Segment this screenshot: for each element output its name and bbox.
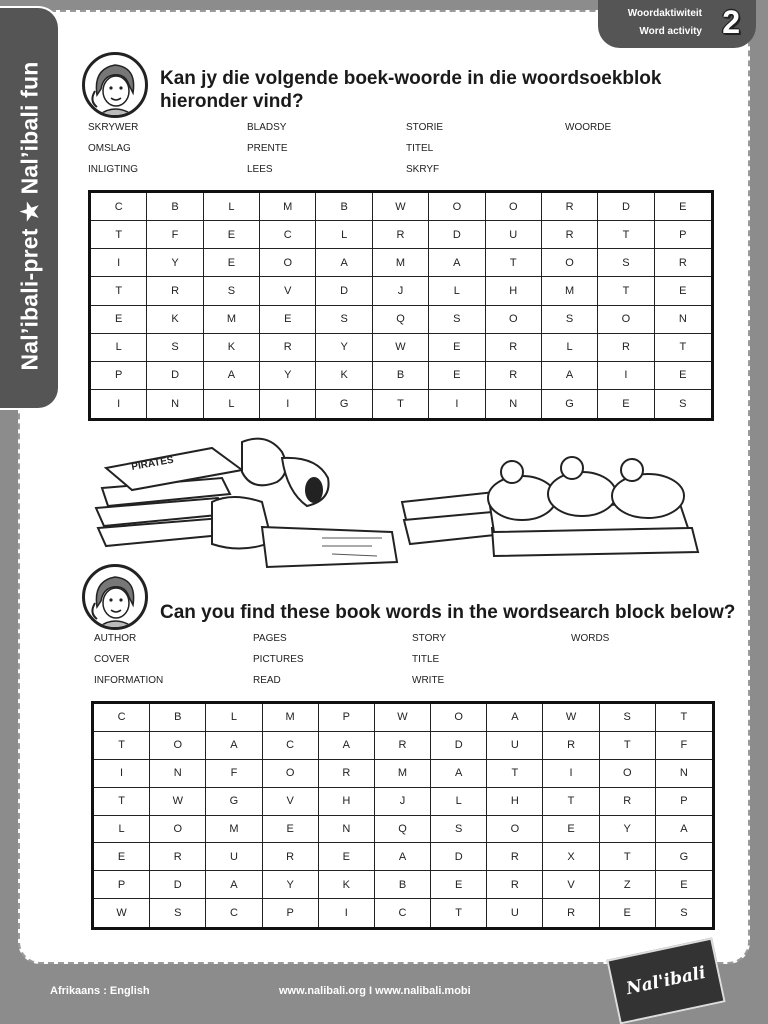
word-list-item — [565, 138, 724, 159]
wordsearch-cell: N — [147, 390, 203, 418]
wordsearch-cell: E — [655, 277, 711, 305]
wordsearch-cell: S — [542, 306, 598, 334]
wordsearch-cell: T — [598, 277, 654, 305]
wordsearch-cell: I — [91, 390, 147, 418]
word-list-item: SKRYWER — [88, 122, 139, 133]
wordsearch-cell: N — [150, 760, 206, 788]
wordsearch-cell: B — [316, 193, 372, 221]
wordsearch-cell: J — [375, 788, 431, 816]
wordsearch-cell: I — [91, 249, 147, 277]
wordsearch-cell: E — [429, 334, 485, 362]
wordsearch-cell: R — [375, 732, 431, 760]
wordsearch-cell: O — [150, 732, 206, 760]
wordsearch-cell: O — [263, 760, 319, 788]
wordsearch-cell: C — [94, 704, 150, 732]
wordsearch-cell: B — [375, 871, 431, 899]
wordsearch-cell: P — [655, 221, 711, 249]
wordsearch-cell: O — [260, 249, 316, 277]
wordsearch-cell: A — [204, 362, 260, 390]
word-list-item: PAGES — [253, 633, 287, 644]
wordsearch-cell: Y — [260, 362, 316, 390]
english-question: Can you find these book words in the wordsearch block below? — [160, 602, 736, 623]
wordsearch-cell: W — [150, 788, 206, 816]
wordsearch-cell: S — [680, 907, 688, 920]
wordsearch-cell: E — [260, 306, 316, 334]
wordsearch-cell: T — [91, 221, 147, 249]
side-tab-text: Nal’ibali-pret ★ Nal’ibali fun — [16, 61, 43, 371]
wordsearch-cell: N — [486, 390, 542, 418]
wordsearch-cell: T — [486, 249, 542, 277]
wordsearch-cell: E — [655, 193, 711, 221]
word-list-item: LEES — [247, 164, 273, 175]
wordsearch-cell: D — [431, 843, 487, 871]
wordsearch-cell: E — [543, 816, 599, 844]
wordsearch-cell: E — [204, 221, 260, 249]
wordsearch-cell: S — [600, 704, 656, 732]
wordsearch-cell: F — [147, 221, 203, 249]
wordsearch-cell: V — [263, 788, 319, 816]
wordsearch-cell: M — [373, 249, 429, 277]
wordsearch-cell: F — [206, 760, 262, 788]
wordsearch-cell: R — [263, 843, 319, 871]
wordsearch-cell: S — [679, 397, 687, 410]
word-list-item: BLADSY — [247, 122, 287, 133]
wordsearch-cell: R — [543, 899, 599, 927]
nalibali-logo-text: Nal'ibali — [624, 962, 708, 1000]
wordsearch-cell: T — [91, 277, 147, 305]
wordsearch-cell: W — [94, 899, 150, 927]
wordsearch-cell: O — [486, 193, 542, 221]
activity-badge — [598, 0, 756, 48]
wordsearch-cell: B — [147, 193, 203, 221]
wordsearch-cell: L — [204, 390, 260, 418]
wordsearch-cell: V — [543, 871, 599, 899]
wordsearch-cell: A — [487, 704, 543, 732]
afrikaans-word-list — [88, 117, 724, 180]
wordsearch-cell: E — [319, 843, 375, 871]
wordsearch-cell: R — [598, 334, 654, 362]
wordsearch-cell: N — [655, 306, 711, 334]
wordsearch-cell: I — [543, 760, 599, 788]
wordsearch-cell: E — [431, 871, 487, 899]
word-list-item: TITLE — [412, 654, 440, 665]
word-list-item — [571, 670, 730, 691]
wordsearch-cell: L — [431, 788, 487, 816]
wordsearch-cell: R — [486, 362, 542, 390]
afrikaans-wordsearch-grid — [88, 190, 714, 421]
wordsearch-cell: Y — [316, 334, 372, 362]
wordsearch-cell: T — [656, 704, 712, 732]
word-list-item: OMSLAG — [88, 143, 131, 154]
wordsearch-cell: E — [94, 843, 150, 871]
wordsearch-cell: I — [598, 362, 654, 390]
wordsearch-cell: T — [600, 732, 656, 760]
wordsearch-cell: W — [375, 704, 431, 732]
wordsearch-cell: A — [429, 249, 485, 277]
footer-languages: Afrikaans : English — [50, 985, 150, 997]
badge-number: 2 — [722, 4, 740, 40]
wordsearch-cell: E — [429, 362, 485, 390]
wordsearch-cell: K — [316, 362, 372, 390]
wordsearch-cell: A — [542, 362, 598, 390]
wordsearch-cell: P — [656, 788, 712, 816]
wordsearch-cell: E — [656, 871, 712, 899]
wordsearch-cell: S — [598, 249, 654, 277]
wordsearch-cell: P — [94, 871, 150, 899]
wordsearch-cell: R — [373, 221, 429, 249]
wordsearch-cell: Z — [600, 871, 656, 899]
wordsearch-cell: O — [598, 306, 654, 334]
wordsearch-cell: R — [600, 788, 656, 816]
books-dog-chickens-illustration — [92, 432, 712, 572]
wordsearch-cell: H — [486, 277, 542, 305]
wordsearch-cell: A — [206, 732, 262, 760]
wordsearch-cell: J — [373, 277, 429, 305]
wordsearch-cell: N — [319, 816, 375, 844]
word-list-item: WRITE — [412, 675, 445, 686]
word-list-item — [571, 649, 730, 670]
word-list-item: PRENTE — [247, 143, 288, 154]
wordsearch-cell: G — [316, 390, 372, 418]
word-list-item: STORY — [412, 633, 447, 644]
wordsearch-cell: A — [319, 732, 375, 760]
wordsearch-cell: P — [263, 899, 319, 927]
wordsearch-cell: L — [94, 816, 150, 844]
wordsearch-cell: U — [487, 732, 543, 760]
wordsearch-cell: L — [91, 334, 147, 362]
badge-english-label: Word activity — [639, 26, 702, 37]
wordsearch-cell: H — [487, 788, 543, 816]
wordsearch-cell: A — [431, 760, 487, 788]
side-tab — [0, 6, 60, 410]
word-list-item: COVER — [94, 654, 130, 665]
wordsearch-cell: Q — [373, 306, 429, 334]
wordsearch-cell: S — [204, 277, 260, 305]
wordsearch-cell: Y — [147, 249, 203, 277]
wordsearch-cell: S — [316, 306, 372, 334]
wordsearch-cell: W — [543, 704, 599, 732]
wordsearch-cell: S — [431, 816, 487, 844]
wordsearch-cell: S — [150, 899, 206, 927]
wordsearch-cell: T — [94, 788, 150, 816]
wordsearch-cell: T — [487, 760, 543, 788]
wordsearch-cell: C — [206, 899, 262, 927]
word-list-item: AUTHOR — [94, 633, 137, 644]
wordsearch-cell: R — [260, 334, 316, 362]
wordsearch-cell: L — [204, 193, 260, 221]
wordsearch-cell: T — [543, 788, 599, 816]
wordsearch-cell: A — [206, 871, 262, 899]
wordsearch-cell: T — [94, 732, 150, 760]
wordsearch-cell: E — [204, 249, 260, 277]
wordsearch-cell: E — [600, 899, 656, 927]
wordsearch-cell: H — [319, 788, 375, 816]
wordsearch-cell: O — [431, 704, 487, 732]
pirates-book-title: PIRATES — [130, 454, 175, 473]
afrikaans-question — [160, 67, 661, 113]
wordsearch-cell: X — [543, 843, 599, 871]
word-list-item: STORIE — [406, 122, 444, 133]
wordsearch-cell: K — [319, 871, 375, 899]
wordsearch-cell: M — [542, 277, 598, 305]
wordsearch-cell: O — [486, 306, 542, 334]
wordsearch-cell: C — [263, 732, 319, 760]
word-list-item: INLIGTING — [88, 164, 139, 175]
wordsearch-cell: L — [542, 334, 598, 362]
word-list-item: SKRYF — [406, 164, 440, 175]
wordsearch-cell: I — [260, 390, 316, 418]
wordsearch-cell: R — [542, 221, 598, 249]
wordsearch-cell: T — [598, 221, 654, 249]
wordsearch-cell: F — [656, 732, 712, 760]
wordsearch-cell: D — [431, 732, 487, 760]
wordsearch-cell: T — [431, 899, 487, 927]
word-list-item: PICTURES — [253, 654, 304, 665]
word-list-item — [565, 159, 724, 180]
girl-avatar-icon — [82, 52, 148, 118]
wordsearch-cell: C — [375, 899, 431, 927]
wordsearch-cell: O — [150, 816, 206, 844]
word-list-item: TITEL — [406, 143, 434, 154]
wordsearch-cell: P — [91, 362, 147, 390]
wordsearch-cell: M — [206, 816, 262, 844]
wordsearch-cell: E — [91, 306, 147, 334]
wordsearch-cell: E — [598, 390, 654, 418]
wordsearch-cell: G — [206, 788, 262, 816]
wordsearch-cell: B — [150, 704, 206, 732]
wordsearch-cell: G — [656, 843, 712, 871]
wordsearch-cell: I — [94, 760, 150, 788]
wordsearch-cell: M — [204, 306, 260, 334]
wordsearch-cell: C — [91, 193, 147, 221]
wordsearch-cell: L — [316, 221, 372, 249]
wordsearch-cell: M — [375, 760, 431, 788]
wordsearch-cell: Q — [375, 816, 431, 844]
wordsearch-cell: U — [487, 899, 543, 927]
wordsearch-cell: T — [600, 843, 656, 871]
badge-afrikaans-label: Woordaktiwiteit — [627, 8, 702, 19]
wordsearch-cell: S — [147, 334, 203, 362]
wordsearch-cell: R — [655, 249, 711, 277]
wordsearch-cell: Y — [600, 816, 656, 844]
wordsearch-cell: P — [319, 704, 375, 732]
wordsearch-cell: A — [375, 843, 431, 871]
word-list-item: WORDS — [571, 633, 610, 644]
wordsearch-cell: O — [429, 193, 485, 221]
girl-avatar-icon — [82, 564, 148, 630]
wordsearch-cell: O — [600, 760, 656, 788]
wordsearch-cell: E — [263, 816, 319, 844]
wordsearch-cell: T — [655, 334, 711, 362]
wordsearch-cell: A — [316, 249, 372, 277]
wordsearch-cell: D — [598, 193, 654, 221]
wordsearch-cell: W — [373, 193, 429, 221]
wordsearch-cell: L — [206, 704, 262, 732]
wordsearch-cell: E — [655, 362, 711, 390]
wordsearch-cell: K — [204, 334, 260, 362]
english-wordsearch-grid — [91, 701, 715, 930]
wordsearch-cell: G — [542, 390, 598, 418]
wordsearch-cell: N — [656, 760, 712, 788]
wordsearch-cell: W — [373, 334, 429, 362]
wordsearch-cell: I — [429, 390, 485, 418]
wordsearch-cell: R — [487, 871, 543, 899]
word-list-item: INFORMATION — [94, 675, 164, 686]
wordsearch-cell: M — [263, 704, 319, 732]
wordsearch-cell: D — [147, 362, 203, 390]
wordsearch-cell: R — [319, 760, 375, 788]
english-word-list — [94, 628, 730, 691]
wordsearch-cell: R — [147, 277, 203, 305]
wordsearch-cell: O — [542, 249, 598, 277]
wordsearch-cell: K — [147, 306, 203, 334]
wordsearch-cell: R — [487, 843, 543, 871]
wordsearch-cell: R — [543, 732, 599, 760]
afrikaans-question-line1: Kan jy die volgende boek-woorde in die woordsoekblok — [160, 68, 662, 89]
wordsearch-cell: T — [373, 390, 429, 418]
word-list-item: WOORDE — [565, 122, 612, 133]
wordsearch-cell: R — [542, 193, 598, 221]
footer-websites: www.nalibali.org I www.nalibali.mobi — [279, 985, 471, 997]
word-list-item: READ — [253, 675, 281, 686]
afrikaans-question-line2: hieronder vind? — [160, 91, 304, 112]
wordsearch-cell: V — [260, 277, 316, 305]
wordsearch-cell: S — [429, 306, 485, 334]
wordsearch-cell: D — [316, 277, 372, 305]
wordsearch-cell: Y — [263, 871, 319, 899]
wordsearch-cell: D — [429, 221, 485, 249]
wordsearch-cell: B — [373, 362, 429, 390]
wordsearch-cell: C — [260, 221, 316, 249]
wordsearch-cell: U — [486, 221, 542, 249]
wordsearch-cell: U — [206, 843, 262, 871]
wordsearch-cell: A — [656, 816, 712, 844]
wordsearch-cell: O — [487, 816, 543, 844]
wordsearch-cell: D — [150, 871, 206, 899]
wordsearch-cell: I — [319, 899, 375, 927]
wordsearch-cell: R — [150, 843, 206, 871]
wordsearch-cell: M — [260, 193, 316, 221]
wordsearch-cell: R — [486, 334, 542, 362]
wordsearch-cell: L — [429, 277, 485, 305]
